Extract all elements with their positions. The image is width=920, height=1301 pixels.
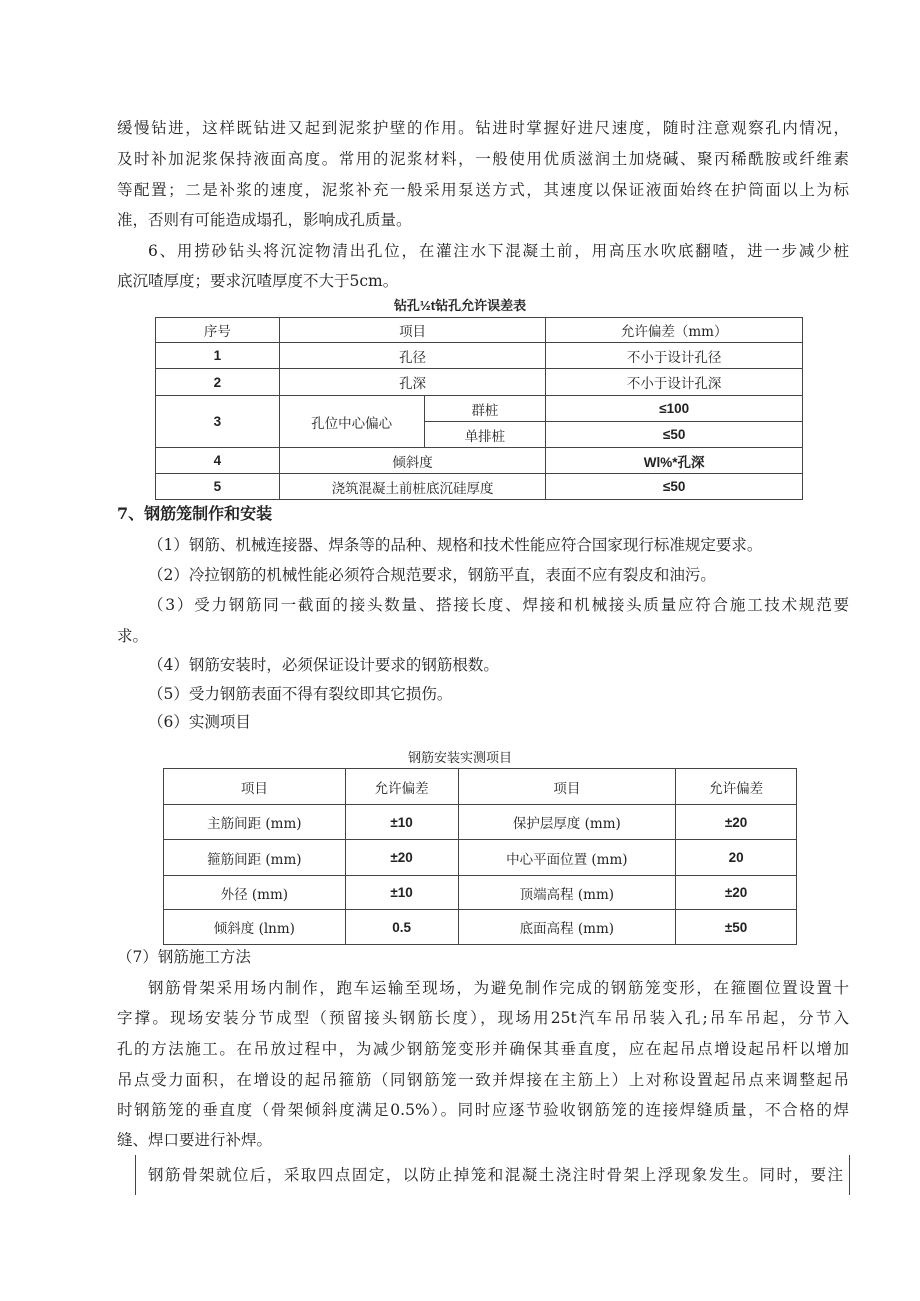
cell-item: 孔深 (279, 369, 546, 396)
text-line: 字撑。现场安装分节成型（预留接头钢筋长度），现场用25t汽车吊吊装入孔;吊车吊起，分节入 (117, 1009, 849, 1027)
text-line: （6）实测项目 (148, 713, 251, 731)
text-line: 缓慢钻进，这样既钻进又起到泥浆护壁的作用。钻进时掌握好进尺速度，随时注意观察孔内情况， (117, 119, 849, 137)
cell-no: 4 (156, 448, 280, 474)
header-cell: 允许偏差 (345, 769, 458, 805)
cell-no: 1 (156, 343, 280, 369)
text-line: 及时补加泥浆保持液面高度。常用的泥浆材料，一般使用优质滋润土加烧碱、聚丙稀酰胺或纤维素 (117, 150, 849, 168)
table1-title: 钻孔½t钻孔允许误差表 (393, 298, 527, 313)
cell-item: 外径 (mm) (164, 876, 346, 910)
text-line: （2）冷拉钢筋的机械性能必须符合规范要求，钢筋平直，表面不应有裂皮和油污。 (148, 566, 716, 584)
text-line: 6、用捞砂钻头将沉淀物清出孔位，在灌注水下混凝土前，用高压水吹底翻喳，进一步减少桩 (148, 242, 849, 260)
cell-item: 倾斜度 (lnm) (164, 910, 346, 945)
text-line: （4）钢筋安装时，必须保证设计要求的钢筋根数。 (148, 656, 499, 674)
cell-item: 顶端高程 (mm) (458, 876, 676, 910)
drilling-tolerance-table (155, 317, 803, 500)
cell-item: 底面高程 (mm) (458, 910, 676, 945)
cell-value: 20 (676, 840, 797, 876)
cell-value: Wl%*孔深 (546, 448, 803, 474)
header-cell: 序号 (156, 318, 280, 343)
text-line: 等配置；二是补浆的速度，泥浆补充一般采用泵送方式，其速度以保证液面始终在护筒面以上为标 (117, 181, 849, 199)
cell-item: 孔径 (279, 343, 546, 369)
cell-value: ±20 (676, 876, 797, 910)
cell-value: ≤100 (546, 396, 803, 422)
cell-value: ±50 (676, 910, 797, 945)
section-heading: 7、钢筋笼制作和安装 (117, 504, 273, 523)
header-cell: 允许偏差（mm） (546, 318, 803, 343)
text-line: 钢筋骨架就位后，采取四点固定，以防止掉笼和混凝土浇注时骨架上浮现象发生。同时，要注 (148, 1166, 843, 1184)
cell-value: ≤50 (546, 474, 803, 500)
text-line: （1）钢筋、机械连接器、焊条等的品种、规格和技术性能应符合国家现行标准规定要求。 (148, 536, 763, 554)
header-cell: 项目 (164, 769, 346, 805)
cell-item: 箍筋间距 (mm) (164, 840, 346, 876)
text-line: 准，否则有可能造成塌孔，影响成孔质量。 (117, 211, 412, 229)
table2-title: 钢筋安装实测项目 (407, 751, 512, 766)
cell-item: 浇筑混凝土前桩底沉硅厚度 (279, 474, 546, 500)
cell-subitem: 群桩 (424, 396, 546, 422)
header-cell: 项目 (279, 318, 546, 343)
cell-item: 保护层厚度 (mm) (458, 805, 676, 840)
cell-value: ±10 (345, 805, 458, 840)
cell-no: 2 (156, 369, 280, 396)
header-cell: 项目 (458, 769, 676, 805)
cell-value: ≤50 (546, 422, 803, 448)
cell-value: 0.5 (345, 910, 458, 945)
text-line: 孔的方法施工。在吊放过程中，为减少钢筋笼变形并确保其垂直度，应在起吊点增设起吊杆以增加 (117, 1040, 849, 1058)
cell-item: 孔位中心偏心 (279, 396, 424, 448)
cell-no: 3 (156, 396, 280, 448)
text-line: 钢筋骨架采用场内制作，跑车运输至现场，为避免制作完成的钢筋笼变形，在箍圈位置设置十 (148, 979, 849, 997)
text-line: 底沉喳厚度；要求沉喳厚度不大于5cm。 (117, 272, 399, 290)
text-line: 时钢筋笼的垂直度（骨架倾斜度满足0.5%）。同时应逐节验收钢筋笼的连接焊缝质量，不合格的焊 (117, 1101, 849, 1119)
text-line: （5）受力钢筋表面不得有裂纹即其它损伤。 (148, 685, 453, 703)
text-line: 求。 (117, 627, 149, 645)
text-line: （3）受力钢筋同一截面的接头数量、搭接长度、焊接和机械接头质量应符合施工技术规范要 (148, 596, 849, 614)
subsection-heading: （7）钢筋施工方法 (117, 948, 251, 966)
cell-item: 主筋间距 (mm) (164, 805, 346, 840)
cell-item: 中心平面位置 (mm) (458, 840, 676, 876)
cell-value: ±10 (345, 876, 458, 910)
cell-no: 5 (156, 474, 280, 500)
cell-value: ±20 (676, 805, 797, 840)
cell-item: 倾斜度 (279, 448, 546, 474)
rebar-measurement-table (163, 768, 797, 945)
cell-value: ±20 (345, 840, 458, 876)
cell-value: 不小于设计孔径 (546, 343, 803, 369)
text-line: 吊点受力面积，在增设的起吊箍筋（同钢筋笼一致并焊接在主筋上）上对称设置起吊点来调整起吊 (117, 1071, 849, 1089)
cell-subitem: 单排桩 (424, 422, 546, 448)
cell-value: 不小于设计孔深 (546, 369, 803, 396)
text-line: 缝、焊口要进行补焊。 (117, 1131, 273, 1149)
header-cell: 允许偏差 (676, 769, 797, 805)
